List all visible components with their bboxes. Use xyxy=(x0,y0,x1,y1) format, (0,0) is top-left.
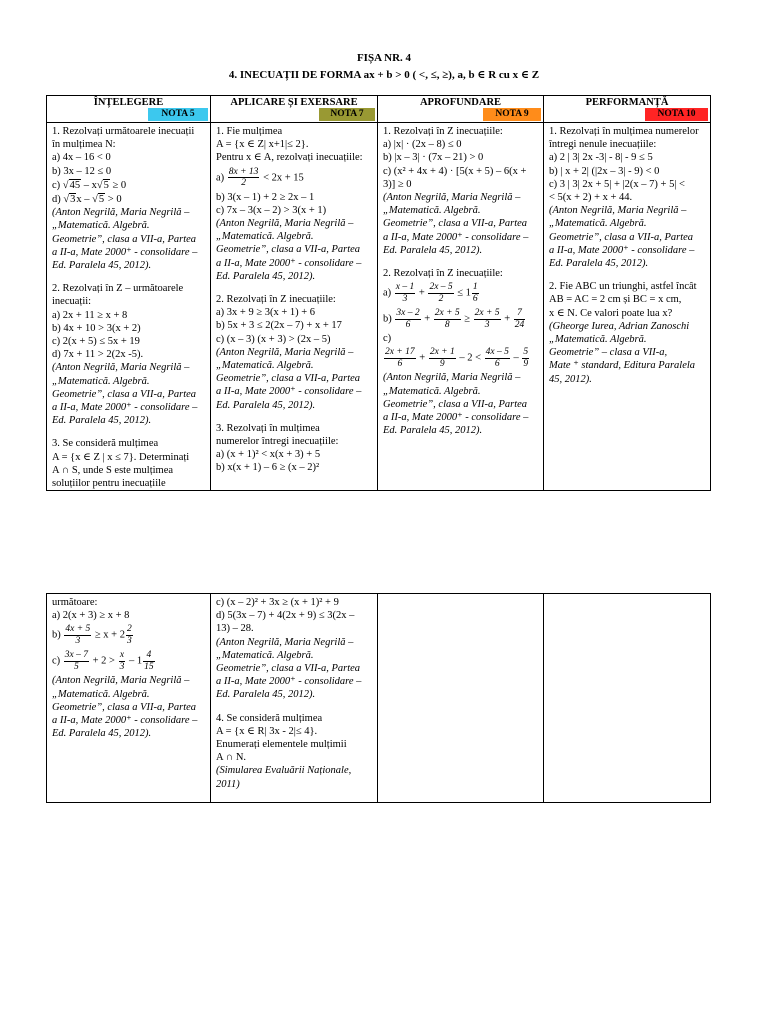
exercise-line: Enumerați elementele mulțimii xyxy=(216,739,347,751)
exercise-line: 1. Rezolvați în Z inecuațiile: xyxy=(383,126,503,137)
fraction-denominator: 15 xyxy=(144,661,154,672)
fraction-numerator: 3x – 7 xyxy=(64,650,89,661)
fraction xyxy=(522,347,529,369)
fraction-numerator: 4x – 5 xyxy=(485,347,509,358)
source-citation-line: Geometrie”, clasa a VII-a, Partea xyxy=(52,388,197,400)
fraction xyxy=(228,167,260,189)
worksheet-subtitle: 4. INECUAȚII DE FORMA ax + b > 0 ( <, ≤, ≥), a, b ∈ R cu x ∈ Z xyxy=(228,69,540,81)
source-citation-line: (Anton Negrilă, Maria Negrilă – xyxy=(216,218,354,230)
column-heading: PERFORMANȚĂ xyxy=(585,97,669,108)
exercise-line: a) 2 | 3| 2x -3| - 8| - 9 ≤ 5 xyxy=(549,152,653,164)
column-header-performanta xyxy=(544,96,711,123)
source-citation-line: (Anton Negrilă, Maria Negrilă – xyxy=(383,372,521,384)
worksheet-title: FIȘA NR. 4 xyxy=(356,52,412,64)
math-text: + 2 > xyxy=(90,655,118,667)
column-aplicare-content xyxy=(211,123,378,491)
exercise-line: 2. Rezolvați în Z inecuațiile: xyxy=(383,268,503,280)
exercise-line: 2. Rezolvați în Z – următoarele xyxy=(52,283,184,295)
exercise-line: c) (x² + 4x + 4) · [5(x + 5) – 6(x + xyxy=(383,165,527,177)
fraction xyxy=(384,347,416,369)
column-performanta-content xyxy=(544,123,711,491)
grade-badge: NOTA 9 xyxy=(483,108,541,121)
math-text: ≥ x + 2 xyxy=(92,629,125,641)
fraction xyxy=(64,650,89,672)
math-text: – 2 < xyxy=(456,352,484,364)
source-citation-line: (Anton Negrilă, Maria Negrilă – xyxy=(216,346,354,358)
radicand: 3 xyxy=(70,194,76,206)
source-citation-line: „Matematică. Algebră. xyxy=(52,688,150,700)
source-citation-line: 2011) xyxy=(216,778,240,790)
math-text: – 1 xyxy=(126,655,143,667)
exercise-line: c) 3 | 3| 2x + 5| + |2(x – 7) + 5| < xyxy=(549,178,685,190)
exercise-line: d) 7x + 11 > 2(2x -5). xyxy=(52,349,144,361)
fraction-numerator: x xyxy=(119,650,125,661)
fraction-denominator: 6 xyxy=(472,293,478,304)
fraction-numerator: 2x – 5 xyxy=(429,282,453,293)
source-citation-line: a II-a, Mate 2000⁺ - consolidare – xyxy=(52,246,198,258)
fraction-numerator: 8x + 13 xyxy=(228,166,259,177)
source-citation-line: a II-a, Mate 2000⁺ - consolidare – xyxy=(52,715,198,727)
column-intelegere-content xyxy=(47,123,211,491)
fraction-denominator: 6 xyxy=(405,319,411,330)
source-citation-line: Ed. Paralela 45, 2012). xyxy=(216,399,316,411)
source-citation-line: (Anton Negrilă, Maria Negrilă – xyxy=(52,207,190,219)
exercise-line: 4. Se consideră mulțimea xyxy=(216,712,323,724)
math-text: b) xyxy=(383,313,395,325)
column-header-aplicare xyxy=(211,96,378,123)
fraction xyxy=(64,624,91,646)
fraction xyxy=(119,650,126,672)
fraction-numerator: 4x + 5 xyxy=(65,624,91,635)
exercise-line: A ∩ N. xyxy=(216,752,247,764)
exercise-block xyxy=(52,125,208,272)
exercise-line: întregi nenule inecuațiile: xyxy=(549,139,657,151)
exercise-line: d) 5(3x – 7) + 4(2x + 9) ≤ 3(2x – xyxy=(216,610,355,622)
math-text: > 0 xyxy=(105,194,122,206)
exercise-line: numerelor întregi inecuațiile: xyxy=(216,436,339,448)
fraction-denominator: 24 xyxy=(514,319,525,330)
source-citation-line: „Matematică. Algebră. xyxy=(216,649,314,661)
fraction-numerator: 2x + 5 xyxy=(434,308,460,319)
source-citation-line: Geometrie”, clasa a VII-a, Partea xyxy=(52,233,197,245)
source-citation-line: (Anton Negrilă, Maria Negrilă – xyxy=(383,192,521,204)
fraction-numerator: 7 xyxy=(514,308,526,320)
math-text: ≤ 1 xyxy=(454,287,471,299)
math-text: ≥ xyxy=(461,313,473,325)
fraction-denominator: 2 xyxy=(241,178,246,189)
source-citation-line: Geometrie”, clasa a VII-a, Partea xyxy=(216,373,361,385)
exercise-line: c) (x – 3) (x + 3) > (2x – 5) xyxy=(216,333,331,345)
source-citation-line: (Simularea Evaluării Naționale, xyxy=(216,765,352,777)
exercise-block xyxy=(52,596,208,740)
source-citation-line: a II-a, Mate 2000⁺ - consolidare – xyxy=(549,244,695,256)
math-text: + xyxy=(416,352,428,364)
math-text: a) xyxy=(383,287,394,299)
source-citation-line: (Gheorge Iurea, Adrian Zanoschi xyxy=(549,320,690,332)
exercise-block xyxy=(216,293,375,412)
exercise-line: inecuații: xyxy=(52,296,92,308)
fraction-denominator: 3 xyxy=(402,293,408,304)
column-heading: APROFUNDARE xyxy=(419,97,502,108)
source-citation-line: Ed. Paralela 45, 2012). xyxy=(549,258,649,270)
math-text: + xyxy=(416,287,428,299)
square-root xyxy=(63,193,76,205)
fraction-numerator: 2x + 5 xyxy=(474,308,500,319)
source-citation-line: „Matematică. Algebră. xyxy=(52,220,150,232)
math-text: c) xyxy=(52,179,63,191)
fraction-numerator: 2x + 17 xyxy=(385,347,415,358)
exercise-line: a) |x| · (2x – 8) ≤ 0 xyxy=(383,139,462,151)
source-citation-line: Ed. Paralela 45, 2012). xyxy=(383,244,483,256)
exercise-line: b) |x – 3| · (7x – 21) > 0 xyxy=(383,152,484,164)
fraction-denominator: 3 xyxy=(119,661,125,672)
exercise-line: a) 2x + 11 ≥ x + 8 xyxy=(52,309,128,321)
math-text: + xyxy=(421,313,433,325)
exercise-line xyxy=(52,178,208,192)
exercise-line: c) xyxy=(383,333,392,345)
exercise-line: următoare: xyxy=(52,597,98,608)
worksheet-table xyxy=(46,95,711,491)
column-header-aprofundare xyxy=(378,96,544,123)
exercise-line xyxy=(383,345,541,371)
source-citation-line: (Anton Negrilă, Maria Negrilă – xyxy=(216,636,354,648)
exercise-line: Pentru x ∈ A, rezolvați inecuațiile: xyxy=(216,152,363,164)
fraction-denominator: 9 xyxy=(523,358,529,369)
square-root xyxy=(63,179,81,191)
column-heading: APLICARE ȘI EXERSARE xyxy=(230,97,358,108)
radicand: 5 xyxy=(98,194,105,206)
exercise-line: b) | x + 2| (|2x – 3| - 9) < 0 xyxy=(549,165,660,177)
source-citation-line: a II-a, Mate 2000⁺ - consolidare – xyxy=(216,257,362,269)
exercise-block xyxy=(216,596,375,702)
column-aplicare-continued xyxy=(211,594,378,803)
fraction-denominator: 8 xyxy=(444,319,450,330)
source-citation-line: Geometrie” – clasa a VII-a, xyxy=(549,347,668,359)
exercise-block xyxy=(52,437,208,490)
exercise-line: c) 7x – 3(x – 2) > 3(x + 1) xyxy=(216,204,327,216)
exercise-line: b) 3(x – 1) + 2 ≥ 2x – 1 xyxy=(216,191,315,203)
source-citation-line: „Matematică. Algebră. xyxy=(216,360,314,372)
exercise-line: c) 2(x + 5) ≤ 5x + 19 xyxy=(52,336,140,348)
exercise-line: 1. Rezolvați în mulțimea numerelor xyxy=(549,126,699,137)
source-citation-line: „Matematică. Algebră. xyxy=(52,375,150,387)
source-citation-line: Ed. Paralela 45, 2012). xyxy=(216,689,316,701)
fraction xyxy=(143,650,155,672)
source-citation-line: „Matematică. Algebră. xyxy=(383,385,481,397)
grade-badge: NOTA 5 xyxy=(148,108,208,121)
worksheet-table-continued xyxy=(46,593,711,803)
math-text: a) xyxy=(216,172,227,184)
exercise-block xyxy=(383,125,541,257)
math-text: ≥ 0 xyxy=(109,179,127,191)
column-performanta-continued xyxy=(544,594,711,803)
source-citation-line: Ed. Paralela 45, 2012). xyxy=(383,425,483,437)
fraction xyxy=(126,624,133,646)
exercise-line: c) (x – 2)² + 3x ≥ (x + 1)² + 9 xyxy=(216,597,339,608)
exercise-line: a) 2(x + 3) ≥ x + 8 xyxy=(52,610,130,622)
exercise-line: a) (x + 1)² < x(x + 3) + 5 xyxy=(216,449,321,461)
square-root xyxy=(97,179,110,191)
fraction-numerator: x – 1 xyxy=(395,282,415,293)
fraction-numerator: 4 xyxy=(143,650,155,662)
radicand: 45 xyxy=(69,179,81,191)
fraction-denominator: 3 xyxy=(484,319,490,330)
math-text: < 2x + 15 xyxy=(260,172,304,184)
exercise-line: b) 5x + 3 ≤ 2(2x – 7) + x + 17 xyxy=(216,320,342,332)
exercise-line: 3. Rezolvați în mulțimea xyxy=(216,422,320,434)
source-citation-line: „Matematică. Algebră. xyxy=(549,218,647,230)
source-citation-line: Geometrie”, clasa a VII-a, Partea xyxy=(52,701,197,713)
fraction-denominator: 6 xyxy=(494,358,500,369)
exercise-line: a) 4x – 16 < 0 xyxy=(52,152,111,164)
source-citation-line: Geometrie”, clasa a VII-a, Partea xyxy=(549,231,694,243)
exercise-block xyxy=(216,422,375,475)
math-text: – x xyxy=(81,179,97,191)
exercise-line: AB = AC = 2 cm și BC = x cm, xyxy=(549,294,682,306)
fraction-denominator: 5 xyxy=(74,661,79,672)
source-citation-line: „Matematică. Algebră. xyxy=(549,334,647,346)
math-text: b) xyxy=(52,629,64,641)
source-citation-line: a II-a, Mate 2000⁺ - consolidare – xyxy=(383,231,529,243)
exercise-line xyxy=(383,280,541,306)
exercise-line: A = {x ∈ R| 3x - 2|≤ 4}. xyxy=(216,725,318,737)
math-text: + xyxy=(501,313,513,325)
math-text: d) xyxy=(52,194,64,206)
source-citation-line: Ed. Paralela 45, 2012). xyxy=(52,415,152,427)
math-text: x – xyxy=(76,194,93,206)
exercise-line: 3)] ≥ 0 xyxy=(383,178,412,190)
source-citation-line: Geometrie”, clasa a VII-a, Partea xyxy=(216,663,361,675)
fraction-numerator: 3x – 2 xyxy=(396,308,420,319)
source-citation-line: Geometrie”, clasa a VII-a, Partea xyxy=(383,398,528,410)
exercise-line: < 5(x + 2) + x + 44. xyxy=(549,192,633,204)
exercise-line: 1. Fie mulțimea xyxy=(216,126,283,137)
exercise-line: 3. Se consideră mulțimea xyxy=(52,438,159,450)
column-header-intelegere xyxy=(47,96,211,123)
source-citation-line: (Anton Negrilă, Maria Negrilă – xyxy=(52,675,190,687)
fraction-numerator: 2x + 1 xyxy=(429,347,455,358)
source-citation-line: Geometrie”, clasa a VII-a, Partea xyxy=(383,218,528,230)
exercise-line: b) 4x + 10 > 3(x + 2) xyxy=(52,322,141,334)
exercise-line xyxy=(383,306,541,332)
square-root xyxy=(92,193,105,205)
grade-badge: NOTA 10 xyxy=(645,108,708,121)
fraction-denominator: 3 xyxy=(126,635,132,646)
exercise-line: în mulțimea N: xyxy=(52,139,116,151)
math-text: c) xyxy=(52,655,63,667)
fraction xyxy=(395,308,420,330)
source-citation-line: Ed. Paralela 45, 2012). xyxy=(52,260,152,272)
fraction xyxy=(514,308,526,330)
fraction xyxy=(472,282,479,304)
exercise-block xyxy=(549,125,708,270)
fraction xyxy=(474,308,501,330)
math-text: – xyxy=(510,352,522,364)
exercise-line: 2. Rezolvați în Z inecuațiile: xyxy=(216,294,336,306)
exercise-block xyxy=(216,125,375,283)
exercise-line xyxy=(52,192,208,206)
source-citation-line: a II-a, Mate 2000⁺ - consolidare – xyxy=(216,386,362,398)
source-citation-line: (Anton Negrilă, Maria Negrilă – xyxy=(549,205,687,217)
source-citation-line: a II-a, Mate 2000⁺ - consolidare – xyxy=(383,412,529,424)
fraction-numerator: 5 xyxy=(523,347,529,358)
source-citation-line: Mate ⁺ standard, Editura Paralela xyxy=(549,360,696,372)
exercise-line xyxy=(216,165,375,191)
grade-badge: NOTA 7 xyxy=(319,108,375,121)
source-citation-line: „Matematică. Algebră. xyxy=(383,205,481,217)
exercise-line: A = {x ∈ Z | x ≤ 7}. Determinați xyxy=(52,451,190,463)
radicand: 5 xyxy=(103,179,109,191)
source-citation-line: Ed. Paralela 45, 2012). xyxy=(216,270,316,282)
fraction-numerator: 2 xyxy=(126,624,132,635)
exercise-line: b) x(x + 1) – 6 ≥ (x – 2)² xyxy=(216,462,320,474)
exercise-block xyxy=(549,280,708,386)
column-aprofundare-content xyxy=(378,123,544,491)
exercise-line: b) 3x – 12 ≤ 0 xyxy=(52,165,112,177)
exercise-line: 13) – 28. xyxy=(216,623,254,635)
source-citation-line: 45, 2012). xyxy=(549,373,592,385)
source-citation-line: a II-a, Mate 2000⁺ - consolidare – xyxy=(52,402,198,414)
exercise-line xyxy=(52,622,208,648)
exercise-line: a) 3x + 9 ≥ 3(x + 1) + 6 xyxy=(216,307,316,319)
fraction-numerator: 1 xyxy=(472,282,478,293)
exercise-block xyxy=(383,267,541,437)
fraction xyxy=(428,282,453,304)
exercise-line: A = {x ∈ Z| x+1|≤ 2}. xyxy=(216,139,309,151)
exercise-line: 2. Fie ABC un triunghi, astfel încât xyxy=(549,281,697,293)
exercise-line: x ∈ N. Ce valori poate lua x? xyxy=(549,307,673,319)
source-citation-line: a II-a, Mate 2000⁺ - consolidare – xyxy=(216,676,362,688)
exercise-block xyxy=(216,712,375,791)
fraction xyxy=(434,308,461,330)
fraction-denominator: 9 xyxy=(439,358,445,369)
fraction-denominator: 3 xyxy=(75,635,81,646)
source-citation-line: „Matematică. Algebră. xyxy=(216,231,314,243)
source-citation-line: (Anton Negrilă, Maria Negrilă – xyxy=(52,362,190,374)
source-citation-line: Ed. Paralela 45, 2012). xyxy=(52,728,152,740)
source-citation-line: Geometrie”, clasa a VII-a, Partea xyxy=(216,244,361,256)
column-intelegere-continued xyxy=(47,594,211,803)
exercise-line: soluțiilor pentru inecuațiile xyxy=(52,478,166,490)
fraction-denominator: 6 xyxy=(397,358,403,369)
fraction xyxy=(485,347,510,369)
exercise-line: 1. Rezolvați următoarele inecuații xyxy=(52,126,195,137)
fraction xyxy=(429,347,456,369)
fraction-denominator: 2 xyxy=(438,293,444,304)
exercise-line xyxy=(52,648,208,674)
fraction xyxy=(395,282,415,304)
column-heading: ÎNȚELEGERE xyxy=(93,97,164,108)
exercise-block xyxy=(52,282,208,427)
exercise-line: A ∩ S, unde S este mulțimea xyxy=(52,464,174,476)
column-aprofundare-continued xyxy=(378,594,544,803)
